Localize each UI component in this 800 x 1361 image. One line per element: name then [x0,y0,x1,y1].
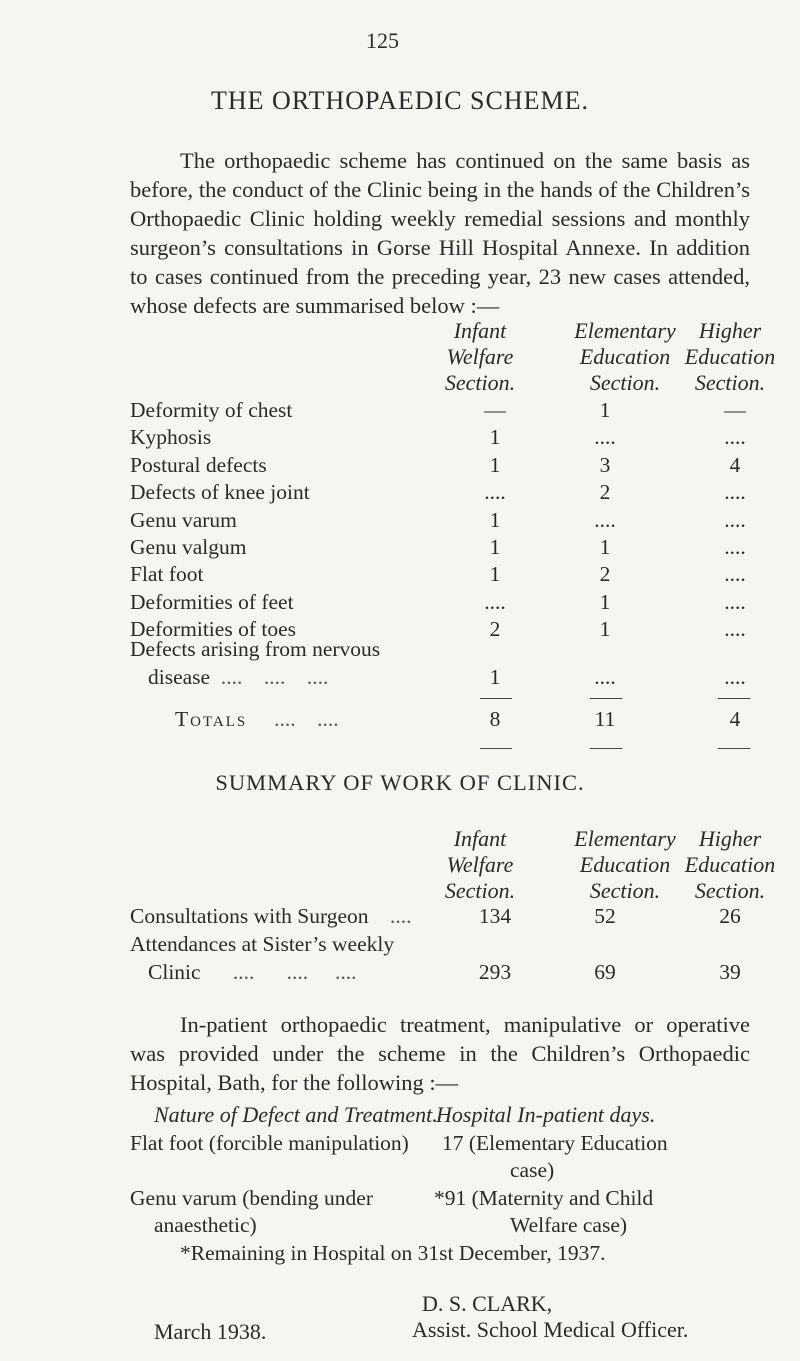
inpatient-row-left: anaesthetic) [154,1213,257,1237]
column-header-elementary: Elementary Education Section. [574,826,676,903]
rule [718,748,750,749]
page-title: THE ORTHOPAEDIC SCHEME. [211,86,589,115]
inpatient-header-right: Hospital In-patient days. [436,1102,656,1127]
row-label: Flat foot [130,562,204,587]
cell-higher: .... [724,425,746,450]
row-label: Kyphosis [130,425,212,450]
cell-higher: .... [724,589,746,614]
row-label: Genu valgum [130,535,247,559]
cell-infant: 1 [489,665,501,689]
rule [480,698,512,699]
cell-higher: — [724,398,746,422]
inpatient-paragraph [130,1010,750,1097]
inpatient-footnote: *Remaining in Hospital on 31st December, 1937. [180,1241,606,1265]
cell-elementary: .... [594,425,616,450]
cell-infant: .... [484,480,506,505]
cell-higher: .... [724,535,746,559]
inpatient-row-right: Welfare case) [510,1213,628,1237]
cell-higher: .... [724,617,746,642]
cell-infant: — [484,398,506,422]
inpatient-row-right: 17 (Elementary Education [442,1131,668,1155]
rule [590,748,622,749]
cell-infant: 1 [489,507,501,532]
row-label: Defects of knee joint [130,480,310,505]
row-label: Attendances at Sister’s weekly [130,932,395,956]
cell-elementary: 2 [599,480,611,505]
cell-elementary: 2 [599,562,611,587]
inpatient-header-left: Nature of Defect and Treatment. [154,1102,438,1127]
cell-elementary: 52 [594,904,616,928]
column-header-elementary: Elementary Education Section. [574,318,676,395]
row-label: Consultations with Surgeon .... [130,904,412,928]
row-label: Clinic .... .... .... [148,960,357,984]
inpatient-line: was provided under the scheme in the Children’s Orthopaedic [130,1041,750,1066]
cell-elementary: 1 [599,589,611,614]
cell-elementary: .... [594,507,616,532]
inpatient-row-right: case) [510,1158,555,1182]
rule [480,748,512,749]
cell-infant: 2 [489,617,501,642]
row-label: disease .... .... .... [148,665,329,689]
cell-infant: .... [484,589,506,614]
signature-name: D. S. CLARK, [422,1291,553,1316]
total-higher: 4 [729,707,741,731]
cell-infant: 1 [489,425,501,450]
intro-line: surgeon’s consultations in Gorse Hill Hospital Annexe. In addition [130,235,750,260]
row-label: Postural defects [130,452,267,477]
cell-higher: .... [724,480,746,505]
column-header-higher: Higher Education Section. [684,318,776,395]
totals-label: Totals .... .... [175,707,339,731]
cell-elementary: 1 [599,398,611,422]
intro-paragraph [130,146,750,320]
cell-higher: 4 [729,452,741,477]
rule [590,698,622,699]
cell-higher: .... [724,665,746,689]
page-number: 125 [366,28,399,53]
cell-infant: 134 [478,904,512,928]
total-infant: 8 [489,707,501,731]
inpatient-row-left: Genu varum (bending under [130,1186,373,1210]
intro-line: The orthopaedic scheme has continued on the same basis as [180,148,750,173]
cell-elementary: 3 [599,452,611,477]
summary-title: SUMMARY OF WORK OF CLINIC. [215,770,585,795]
cell-infant: 1 [489,562,501,587]
inpatient-line: Hospital, Bath, for the following :— [130,1070,459,1095]
intro-line: to cases continued from the preceding year, 23 new cases attended, [130,264,750,289]
intro-line: whose defects are summarised below :— [130,293,500,318]
cell-infant: 1 [489,535,501,559]
intro-line: Orthopaedic Clinic holding weekly remedial sessions and monthly [130,206,750,231]
total-elementary: 11 [594,707,616,731]
cell-higher: .... [724,562,746,587]
cell-elementary: 69 [594,960,616,984]
cell-higher: 39 [719,960,741,984]
row-label: Genu varum [130,507,237,532]
cell-higher: 26 [719,904,741,928]
cell-higher: .... [724,507,746,532]
row-label: Deformities of toes [130,617,296,642]
row-label: Deformity of chest [130,398,293,422]
rule [718,698,750,699]
column-header-infant: Infant Welfare Section. [444,318,516,395]
cell-elementary: .... [594,665,616,689]
inpatient-row-left: Flat foot (forcible manipulation) [130,1131,409,1155]
cell-infant: 293 [478,960,512,984]
signature-date: March 1938. [154,1319,267,1344]
row-label: Deformities of feet [130,589,294,614]
cell-elementary: 1 [599,535,611,559]
row-label: Defects arising from nervous [130,637,381,661]
column-header-higher: Higher Education Section. [684,826,776,903]
inpatient-line: In-patient orthopaedic treatment, manipulative or operative [180,1012,750,1037]
cell-elementary: 1 [599,617,611,642]
inpatient-row-right: *91 (Maternity and Child [434,1186,654,1210]
intro-line: before, the conduct of the Clinic being in the hands of the Children’s [130,177,750,202]
cell-infant: 1 [489,452,501,477]
signature-role: Assist. School Medical Officer. [412,1317,689,1342]
column-header-infant: Infant Welfare Section. [444,826,516,903]
